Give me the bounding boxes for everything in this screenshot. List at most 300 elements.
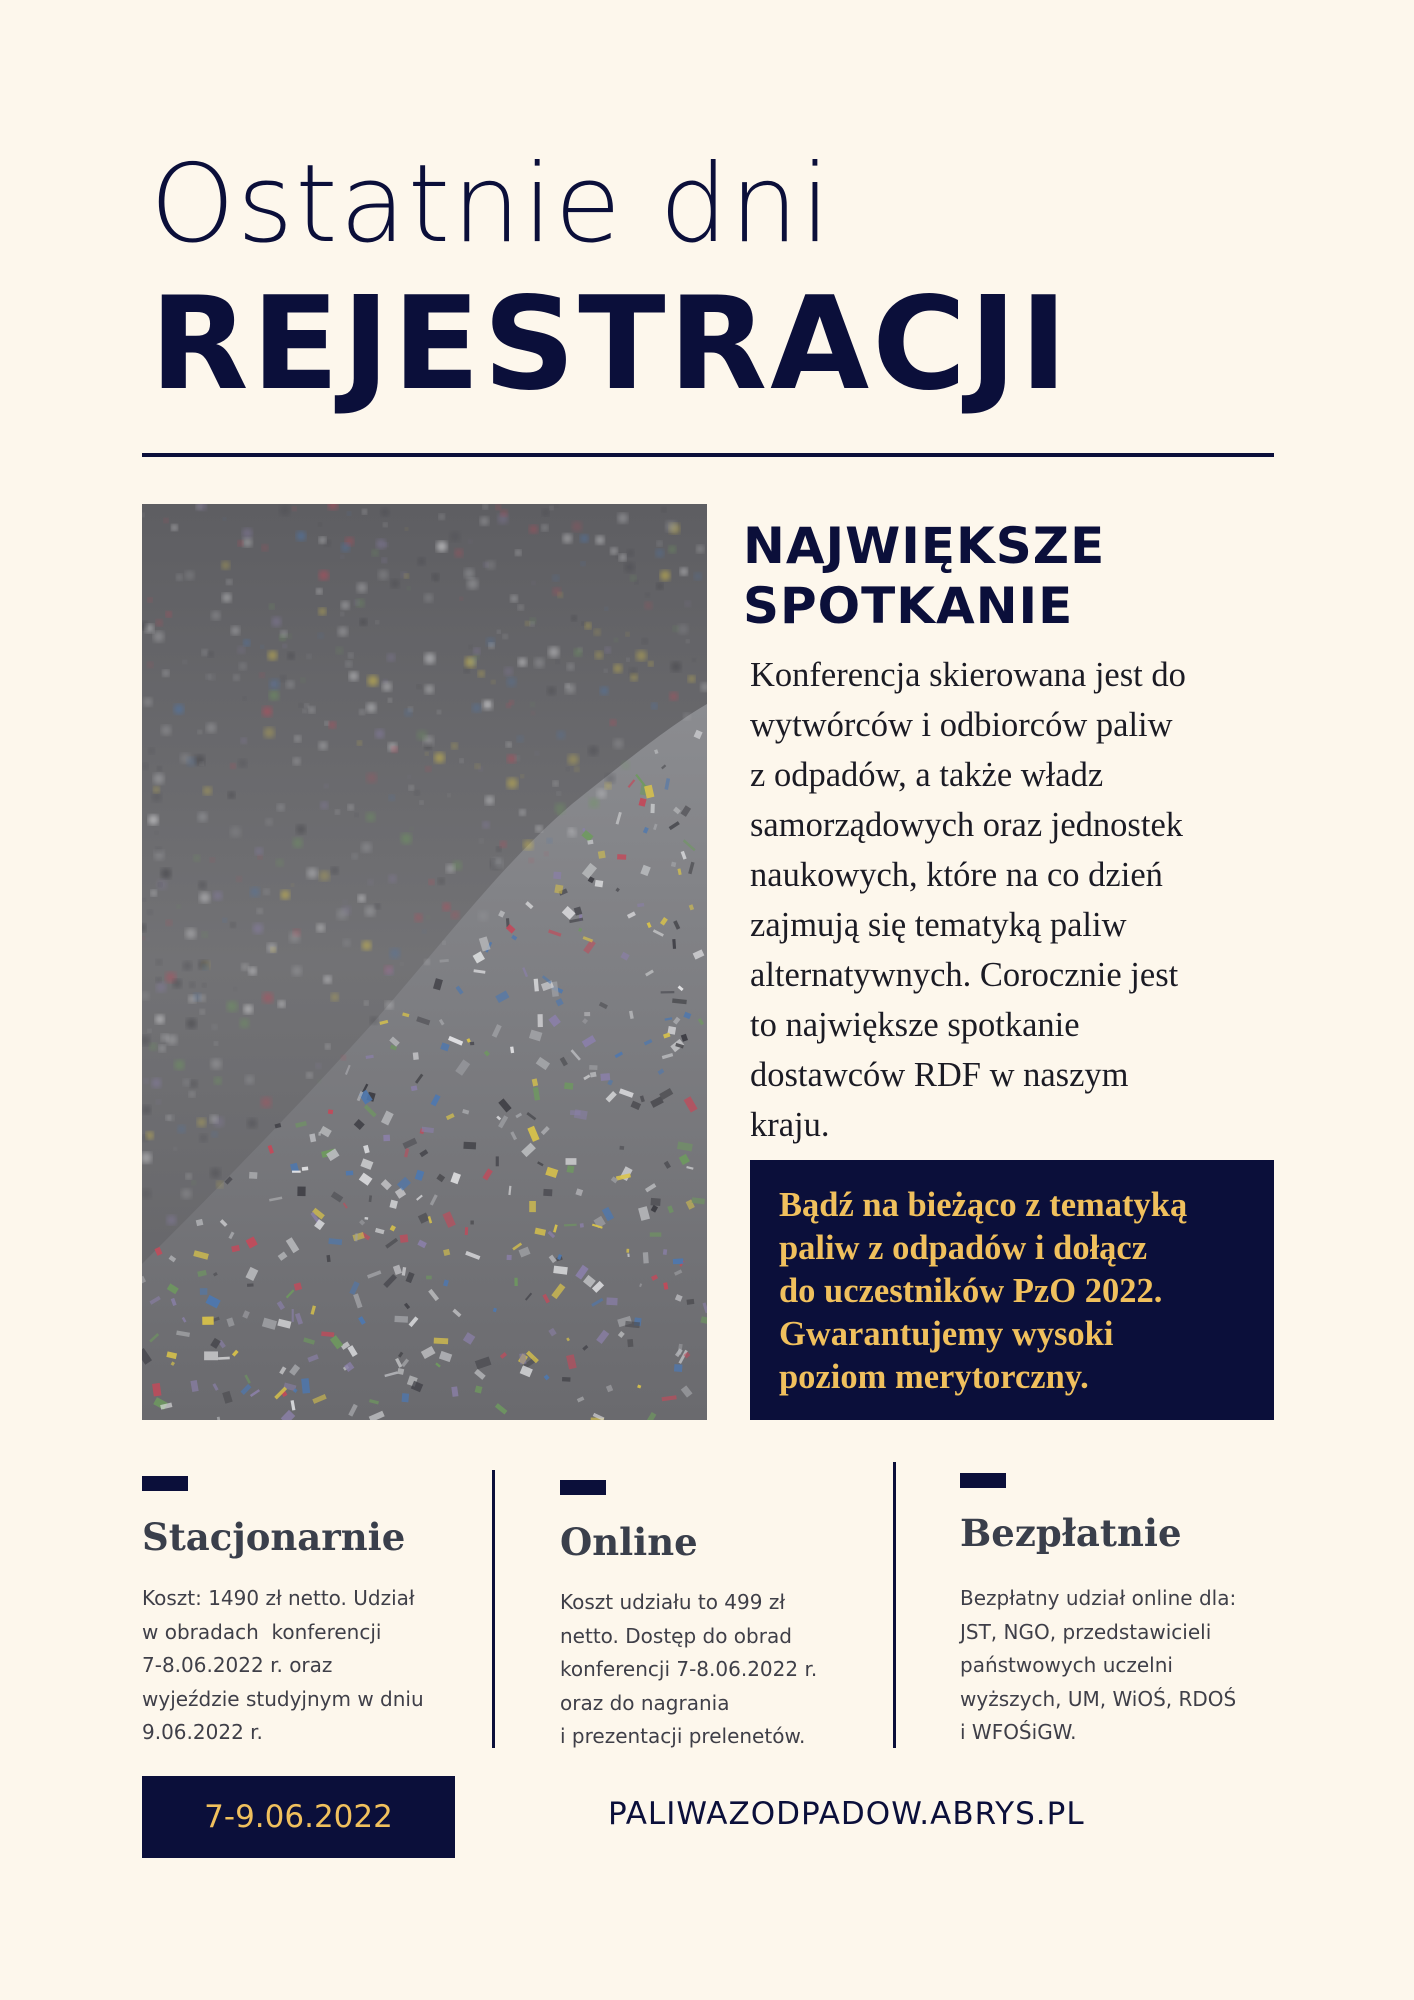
photo-texture [388, 875, 396, 883]
photo-texture [506, 703, 510, 707]
photo-texture [397, 1368, 404, 1375]
photo-texture [530, 702, 535, 707]
photo-texture [262, 706, 272, 716]
photo-texture [382, 558, 387, 563]
photo-texture [258, 855, 263, 860]
photo-texture [299, 703, 303, 707]
photo-texture [223, 918, 227, 922]
photo-texture [250, 887, 260, 897]
photo-texture [673, 1258, 684, 1264]
photo-texture [262, 545, 268, 551]
photo-texture [159, 1045, 166, 1052]
photo-texture [571, 615, 577, 621]
photo-texture [243, 639, 250, 646]
waste-pile-photo [142, 504, 707, 1420]
photo-texture [413, 1052, 419, 1060]
photo-texture [636, 650, 646, 660]
photo-texture [319, 537, 326, 544]
photo-texture [188, 995, 196, 1003]
photo-texture [562, 1377, 571, 1382]
option-line: Koszt udziału to 499 zł [560, 1590, 786, 1614]
photo-texture [358, 895, 365, 902]
photo-texture [318, 1079, 322, 1083]
photo-texture [189, 1091, 195, 1097]
photo-texture [368, 879, 373, 884]
photo-texture [341, 1055, 346, 1060]
photo-texture [408, 775, 411, 778]
photo-texture [325, 1044, 330, 1049]
photo-texture [292, 1171, 301, 1173]
option-title-online: Online [560, 1520, 698, 1564]
photo-texture [354, 600, 359, 605]
intro-line: samorządowych oraz jednostek [750, 806, 1184, 844]
photo-texture [553, 781, 558, 786]
photo-texture [146, 938, 149, 941]
photo-texture [281, 890, 290, 899]
photo-texture [553, 575, 559, 581]
photo-texture [568, 754, 579, 765]
photo-texture [362, 509, 367, 514]
photo-texture [360, 619, 367, 626]
photo-texture [144, 1078, 149, 1083]
photo-texture [671, 862, 676, 867]
photo-texture [364, 1001, 368, 1005]
photo-texture [567, 663, 574, 670]
photo-texture [302, 1167, 309, 1171]
photo-texture [410, 827, 414, 831]
intro-heading-line-2: SPOTKANIE [743, 577, 1074, 635]
option-line: i WFOŚiGW. [960, 1720, 1077, 1744]
photo-texture [597, 789, 606, 798]
photo-texture [567, 1165, 575, 1173]
photo-texture [635, 580, 639, 584]
photo-texture [621, 761, 629, 769]
photo-texture [619, 554, 626, 561]
photo-texture [585, 623, 591, 629]
photo-texture [242, 528, 252, 538]
photo-texture [157, 766, 162, 771]
photo-texture [296, 825, 306, 835]
photo-texture [147, 910, 152, 915]
photo-texture [171, 525, 177, 531]
photo-texture [580, 1223, 584, 1228]
photo-texture [610, 719, 616, 725]
photo-texture [432, 573, 439, 580]
photo-texture [655, 549, 663, 557]
photo-texture [407, 587, 411, 591]
photo-texture [391, 746, 397, 752]
photo-texture [266, 818, 273, 825]
photo-texture [341, 543, 350, 552]
photo-texture [442, 941, 445, 944]
photo-texture [152, 792, 162, 802]
photo-texture [389, 795, 395, 801]
column-divider [893, 1462, 896, 1748]
photo-texture [307, 868, 318, 879]
photo-texture [212, 1131, 218, 1137]
intro-line: wytwórców i odbiorców paliw [750, 706, 1173, 744]
photo-texture [598, 851, 606, 859]
photo-texture [239, 663, 246, 670]
photo-texture [626, 658, 629, 661]
photo-texture [174, 704, 184, 714]
photo-texture [438, 878, 444, 884]
photo-texture [514, 1278, 517, 1286]
photo-texture [357, 741, 362, 746]
photo-texture [156, 1100, 161, 1105]
photo-texture [688, 675, 695, 682]
photo-texture [278, 1000, 285, 1007]
photo-texture [470, 1220, 473, 1224]
photo-texture [238, 541, 243, 546]
photo-texture [547, 838, 552, 843]
photo-texture [544, 852, 548, 856]
photo-texture [523, 840, 533, 850]
option-title-stationary: Stacjonarnie [142, 1515, 406, 1559]
photo-texture [511, 595, 518, 602]
photo-texture [198, 995, 205, 1002]
photo-texture [341, 555, 344, 558]
photo-texture [362, 941, 372, 951]
photo-texture [388, 698, 392, 702]
photo-texture [244, 1005, 253, 1014]
photo-texture [486, 561, 495, 570]
photo-texture [651, 703, 657, 709]
photo-texture [365, 906, 375, 916]
photo-texture [352, 853, 358, 859]
photo-texture [166, 611, 172, 617]
photo-texture [214, 1077, 221, 1084]
photo-texture [425, 766, 431, 772]
photo-texture [465, 1227, 468, 1235]
photo-texture [347, 512, 351, 516]
photo-texture [434, 1338, 449, 1345]
photo-texture [164, 518, 169, 523]
photo-texture [434, 753, 445, 764]
option-line: wyższych, UM, WiOŚ, RDOŚ [960, 1686, 1237, 1711]
intro-heading-line-1: NAJWIĘKSZE [743, 517, 1106, 575]
callout-line: paliw z odpadów i dołącz [779, 1229, 1148, 1267]
photo-texture [672, 939, 676, 949]
photo-texture [368, 675, 379, 686]
photo-texture [318, 633, 324, 639]
photo-texture [245, 1075, 254, 1084]
photo-texture [405, 709, 412, 716]
photo-texture [497, 630, 500, 633]
photo-texture [198, 730, 202, 734]
photo-texture [166, 920, 172, 926]
photo-texture [538, 1014, 543, 1027]
photo-texture [328, 1109, 333, 1114]
photo-texture [660, 570, 670, 580]
photo-texture [221, 561, 229, 569]
photo-texture [177, 905, 181, 909]
photo-texture [563, 534, 573, 544]
photo-texture [241, 963, 248, 970]
photo-texture [153, 631, 164, 642]
photo-texture [405, 527, 408, 530]
photo-texture [507, 778, 518, 789]
photo-texture [474, 648, 481, 655]
photo-texture [202, 649, 208, 655]
photo-texture [268, 651, 278, 661]
photo-texture [155, 831, 159, 835]
option-text-free [960, 1582, 1270, 1750]
photo-texture [152, 1078, 162, 1088]
photo-texture [696, 545, 704, 553]
intro-line: Konferencja skierowana jest do [750, 656, 1186, 694]
photo-texture [167, 1215, 177, 1225]
photo-texture [566, 1158, 577, 1165]
photo-texture [283, 644, 287, 648]
photo-texture [286, 680, 294, 688]
photo-texture [156, 959, 162, 965]
photo-texture [303, 709, 307, 713]
photo-texture [214, 1042, 218, 1046]
photo-texture [500, 510, 507, 517]
photo-texture [668, 546, 675, 553]
option-marker-stationary [142, 1476, 188, 1491]
photo-texture [147, 662, 153, 668]
photo-texture [613, 664, 622, 673]
photo-texture [479, 839, 483, 843]
photo-texture [385, 1001, 393, 1009]
photo-texture [222, 593, 231, 602]
photo-texture [292, 507, 296, 511]
photo-texture [148, 1029, 152, 1033]
photo-texture [243, 697, 247, 701]
photo-texture [391, 579, 400, 588]
photo-texture [564, 1082, 573, 1089]
photo-texture [425, 752, 429, 756]
photo-texture [518, 658, 527, 667]
photo-texture [529, 525, 537, 533]
photo-texture [324, 975, 332, 983]
photo-texture [348, 804, 354, 810]
photo-texture [238, 646, 245, 653]
photo-texture [436, 541, 447, 552]
photo-texture [271, 682, 275, 686]
photo-texture [203, 786, 212, 795]
photo-texture [198, 812, 207, 821]
callout-line: do uczestników PzO 2022. [779, 1272, 1163, 1310]
photo-texture [173, 979, 182, 988]
photo-texture [318, 1132, 321, 1136]
photo-texture [402, 1393, 410, 1402]
photo-texture [478, 911, 488, 921]
photo-texture [420, 801, 424, 805]
photo-texture [414, 914, 422, 922]
photo-texture [475, 764, 480, 769]
photo-texture [301, 1378, 310, 1394]
photo-texture [200, 1288, 208, 1295]
photo-texture [472, 704, 481, 713]
photo-texture [590, 1072, 597, 1078]
photo-texture [366, 703, 376, 713]
photo-texture [318, 522, 322, 526]
photo-texture [451, 743, 457, 749]
photo-texture [269, 604, 274, 609]
photo-texture [460, 597, 463, 600]
title-line-1: Ostatnie dni [150, 142, 833, 267]
photo-texture [619, 1146, 624, 1150]
photo-texture [645, 593, 650, 598]
photo-texture [650, 1198, 660, 1206]
photo-texture [144, 698, 153, 707]
photo-texture [361, 842, 371, 852]
photo-texture [446, 864, 455, 873]
photo-texture [329, 721, 336, 728]
photo-texture [507, 754, 516, 763]
photo-texture [349, 671, 358, 680]
photo-texture [301, 678, 306, 683]
photo-texture [375, 729, 384, 738]
photo-texture [257, 908, 263, 914]
option-line: wyjeździe studyjnym w dniu [142, 1686, 424, 1711]
photo-texture [594, 629, 600, 635]
photo-texture [307, 1072, 313, 1078]
photo-texture [425, 685, 434, 694]
photo-texture [504, 667, 513, 676]
photo-texture [382, 682, 391, 691]
photo-texture [153, 787, 159, 793]
intro-line: kraju. [750, 1106, 830, 1144]
photo-texture [346, 1171, 354, 1176]
photo-texture [233, 674, 239, 680]
photo-texture [605, 647, 611, 653]
photo-texture [630, 575, 636, 581]
photo-texture [541, 524, 548, 531]
photo-texture [400, 962, 403, 965]
photo-texture [580, 534, 588, 542]
photo-texture [557, 791, 561, 795]
option-title-free: Bezpłatnie [960, 1511, 1182, 1555]
website-link[interactable]: PALIWAZODPADOW.ABRYS.PL [608, 1796, 1085, 1832]
photo-texture [228, 792, 235, 799]
photo-texture [247, 1283, 254, 1286]
photo-texture [234, 987, 238, 991]
event-date: 7-9.06.2022 [204, 1799, 393, 1835]
photo-texture [243, 538, 252, 547]
photo-texture [617, 854, 626, 860]
photo-texture [261, 1097, 272, 1108]
photo-texture [588, 746, 598, 756]
photo-texture [202, 932, 208, 938]
photo-texture [424, 653, 435, 664]
photo-texture [669, 692, 677, 700]
photo-texture [354, 813, 358, 817]
photo-texture [492, 858, 502, 868]
photo-texture [385, 966, 394, 975]
photo-texture [605, 783, 611, 789]
photo-texture [581, 621, 585, 625]
photo-texture [148, 815, 158, 825]
photo-texture [518, 605, 524, 611]
photo-texture [507, 677, 517, 687]
photo-texture [357, 583, 367, 593]
photo-texture [197, 1118, 206, 1127]
photo-texture [213, 891, 222, 900]
photo-texture [156, 619, 163, 626]
photo-texture [534, 658, 544, 668]
photo-texture [247, 1118, 257, 1128]
photo-texture [378, 570, 388, 580]
photo-texture [343, 939, 350, 946]
photo-texture [519, 809, 525, 815]
photo-texture [451, 911, 459, 919]
photo-texture [465, 657, 476, 668]
photo-texture [686, 640, 689, 643]
photo-texture [359, 709, 365, 715]
photo-texture [673, 626, 679, 632]
photo-texture [585, 794, 588, 797]
photo-texture [294, 735, 301, 742]
intro-line: dostawców RDF w naszym [750, 1056, 1129, 1094]
photo-texture [297, 1187, 305, 1197]
photo-texture [343, 900, 347, 904]
photo-texture [554, 884, 563, 894]
photo-texture [345, 661, 352, 668]
photo-texture [249, 967, 257, 975]
photo-texture [305, 704, 309, 708]
intro-line: z odpadów, a także władz [750, 756, 1104, 794]
photo-texture [574, 649, 582, 657]
photo-texture [372, 550, 379, 557]
photo-texture [263, 992, 274, 1003]
photo-texture [156, 982, 166, 992]
photo-texture [211, 1059, 222, 1070]
photo-texture [387, 653, 395, 661]
photo-texture [656, 583, 663, 590]
photo-texture [183, 961, 192, 970]
photo-texture [531, 711, 535, 715]
photo-texture [596, 536, 605, 545]
photo-texture [176, 574, 182, 580]
photo-texture [467, 578, 478, 589]
photo-texture [627, 549, 634, 556]
option-line: Bezpłatny udział online dla: [960, 1586, 1237, 1610]
photo-texture [280, 676, 286, 682]
photo-texture [520, 775, 523, 778]
photo-texture [496, 847, 501, 852]
photo-texture [482, 821, 489, 828]
photo-texture [291, 884, 294, 887]
photo-texture [260, 645, 263, 648]
photo-texture [651, 804, 655, 813]
photo-texture [194, 855, 201, 862]
photo-texture [550, 506, 554, 510]
photo-texture [226, 579, 232, 585]
photo-texture [530, 622, 534, 626]
photo-texture [185, 571, 194, 580]
photo-texture [692, 658, 696, 662]
photo-texture [661, 991, 675, 993]
photo-texture [643, 1252, 649, 1263]
photo-texture [209, 674, 215, 680]
photo-texture [156, 977, 162, 983]
photo-texture [678, 624, 688, 634]
photo-texture [366, 812, 375, 821]
photo-texture [276, 859, 284, 867]
photo-texture [648, 661, 653, 666]
option-line: netto. Dostęp do obrad [560, 1623, 792, 1648]
photo-texture [517, 736, 523, 742]
photo-texture [627, 1339, 633, 1347]
photo-texture [320, 802, 327, 809]
intro-line: alternatywnych. Corocznie jest [750, 956, 1179, 994]
photo-texture [255, 847, 263, 855]
photo-texture [340, 612, 344, 616]
